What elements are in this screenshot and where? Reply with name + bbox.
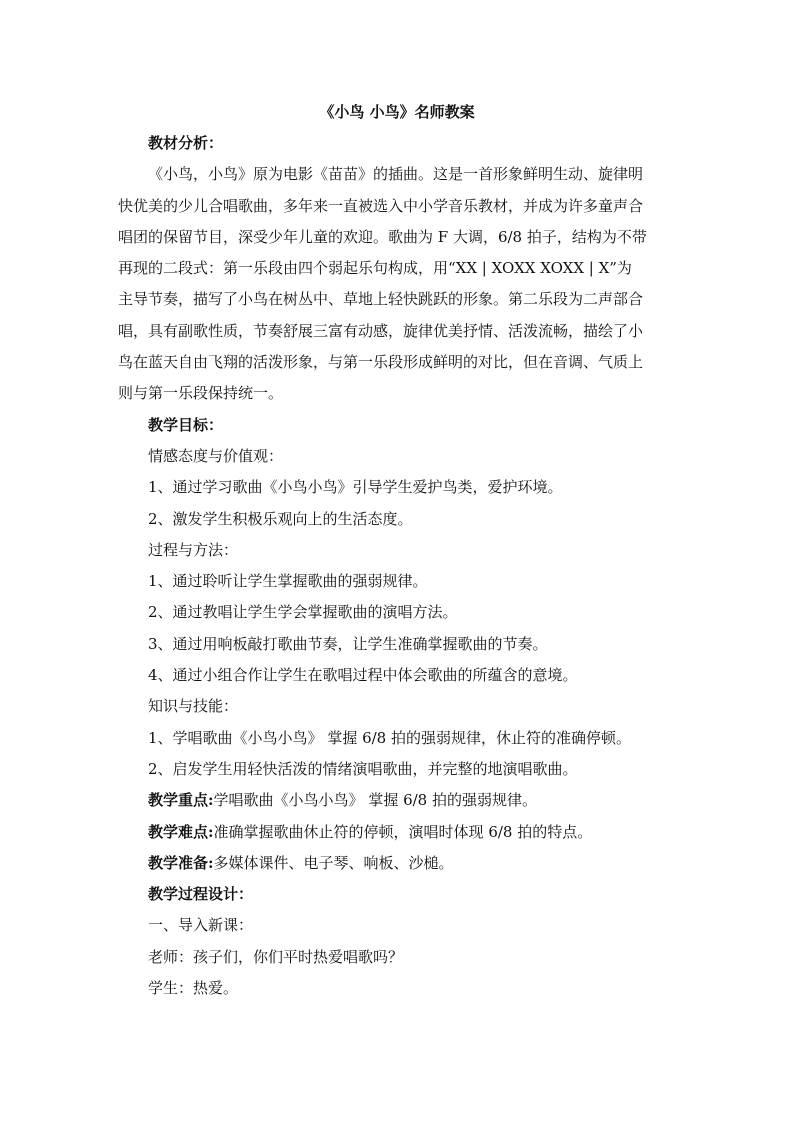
list-item: 1、通过聆听让学生掌握歌曲的强弱规律。 — [148, 572, 428, 591]
difficulty — [118, 817, 698, 848]
key-point-text: 学唱歌曲《小鸟小鸟》 掌握 6/8 拍的强弱规律。 — [213, 791, 537, 810]
analysis-line: 《小鸟，小鸟》原为电影《苗苗》的插曲。这是一首形象鲜明生动、旋律明 — [148, 165, 644, 184]
analysis-line: 唱团的保留节目，深受少年儿童的欢迎。歌曲为 F 大调，6/8 拍子，结构为不带 — [118, 227, 647, 246]
section-heading-process-design: 教学过程设计： — [148, 885, 254, 904]
list-item: 2、激发学生积极乐观向上的生活态度。 — [148, 509, 413, 528]
analysis-line: 唱，具有副歌性质，节奏舒展三富有动感，旋律优美抒情、活泼流畅，描绘了小 — [118, 321, 644, 340]
document-body — [118, 128, 698, 1004]
list-item: 1、通过学习歌曲《小鸟小鸟》引导学生爱护鸟类，爱护环境。 — [148, 478, 563, 497]
analysis-line: 鸟在蓝天自由飞翔的活泼形象，与第一乐段形成鲜明的对比，但在音调、气质上 — [118, 353, 644, 372]
key-point-label: 教学重点: — [148, 791, 214, 810]
difficulty-label: 教学难点: — [148, 822, 214, 841]
document-title: 《小鸟 小鸟》名师教案 — [319, 103, 475, 121]
analysis-line: 则与第一乐段保持统一。 — [118, 384, 284, 403]
subheading-skill: 知识与技能： — [148, 697, 239, 716]
preparation-label: 教学准备: — [148, 853, 214, 872]
analysis-line: 快优美的少儿合唱歌曲，多年来一直被选入中小学音乐教材，并成为许多童声合 — [118, 196, 644, 215]
list-item: 1、学唱歌曲《小鸟小鸟》 掌握 6/8 拍的强弱规律，休止符的准确停顿。 — [148, 728, 631, 747]
section-heading-goals: 教学目标： — [148, 415, 224, 434]
subheading-emotion: 情感态度与价值观： — [148, 446, 284, 465]
preparation-text: 多媒体课件、电子琴、响板、沙槌。 — [213, 853, 454, 872]
process-line: 一、导入新课： — [148, 916, 254, 935]
key-point — [118, 785, 698, 816]
subheading-process: 过程与方法： — [148, 540, 239, 559]
process-line: 学生：热爱。 — [148, 979, 239, 998]
section-heading-analysis: 教材分析： — [148, 134, 224, 152]
list-item: 2、启发学生用轻快活泼的情绪演唱歌曲，并完整的地演唱歌曲。 — [148, 759, 578, 778]
analysis-line: 主导节奏，描写了小鸟在树丛中、草地上轻快跳跃的形象。第二乐段为二声部合 — [118, 290, 644, 309]
list-item: 4、通过小组合作让学生在歌唱过程中体会歌曲的所蕴含的意境。 — [148, 666, 578, 685]
analysis-line: 再现的二段式：第一乐段由四个弱起乐句构成，用“XX | XOXX XOXX | X”为 — [118, 259, 632, 278]
process-line: 老师：孩子们，你们平时热爱唱歌吗？ — [148, 947, 404, 966]
list-item: 3、通过用响板敲打歌曲节奏，让学生准确掌握歌曲的节奏。 — [148, 634, 548, 653]
preparation — [118, 848, 698, 879]
list-item: 2、通过教唱让学生学会掌握歌曲的演唱方法。 — [148, 603, 458, 622]
difficulty-text: 准确掌握歌曲休止符的停顿，演唱时体现 6/8 拍的特点。 — [213, 822, 593, 841]
